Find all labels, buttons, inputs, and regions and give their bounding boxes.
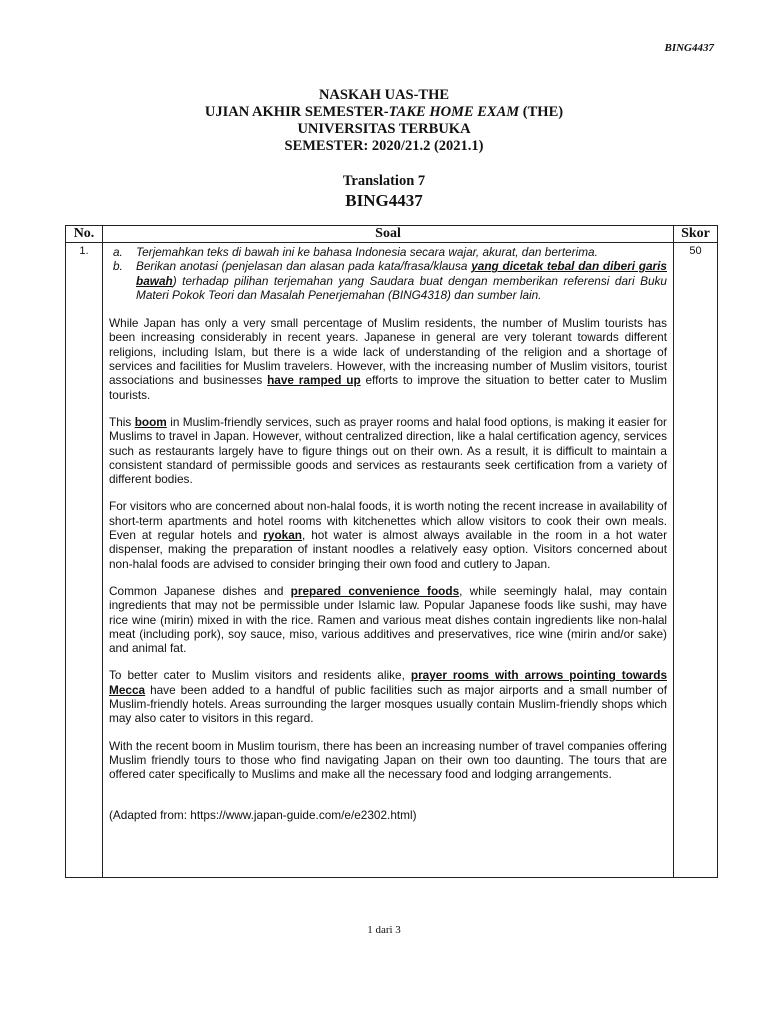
paragraph-5-bold: prayer rooms with arrows pointing towards Mecca <box>109 668 668 697</box>
paragraph-3-text-a: For visitors who are concerned about non-halal foods, it is worth noting the recent increase in availability of short-term apartments and hotel rooms with kitchenettes which allow visitors to cook their own meals. Even at regular hotels and <box>109 499 667 543</box>
header-no: No. <box>66 226 103 243</box>
instruction-a-text: Terjemahkan teks di bawah ini ke bahasa Indonesia secara wajar, akurat, dan berterima. <box>136 245 598 259</box>
question-body <box>103 243 674 878</box>
paragraph-4 <box>109 584 667 655</box>
paragraph-6: With the recent boom in Muslim tourism, there has been an increasing number of travel companies offering Muslim friendly tours to those who find navigating Japan on their own too daunting. The tours that are offered cater specifically to Muslims and make all the necessary food and lodging arrangements. <box>109 738 667 782</box>
table-header-row <box>66 226 718 243</box>
paragraph-3-bold: ryokan <box>263 528 302 543</box>
subject-block <box>0 172 768 212</box>
paragraph-1-text-a: While Japan has only a very small percentage of Muslim residents, the number of Muslim tourists has been increasing considerably in recent years. Japanese in general are very tolerant towards different religions, including Islam, but there is a wide lack of understanding of the religion and a shortage of services and facilities for Muslim travelers. However, with the increasing number of Muslim visitors, tourist associations and businesses <box>109 316 667 388</box>
paragraph-3 <box>109 499 667 570</box>
paragraph-4-text-b: , while seemingly halal, may contain ingredients that may not be permissible under Islamic law. Popular Japanese foods like sushi, may have rice wine (mirin) mixed in with the rice. Ramen and various meat dishes contain ingredients like non-halal meat (including pork), soy sauce, miso, various additives and preservatives, rice wine (mirin and/or sake) and animal fat. <box>109 583 667 656</box>
header-score: Skor <box>674 226 718 243</box>
header-line-3: UNIVERSITAS TERBUKA <box>297 121 471 137</box>
instruction-b-bold: yang dicetak tebal dan diberi garis bawah <box>136 259 667 288</box>
paragraph-3-text-b: , hot water is almost always available in the room in a hot water dispenser, making the preparation of instant noodles a relatively easy option. Visitors concerned about non-halal foods are advised to consider bringing their own food and cutlery to Japan. <box>109 528 668 571</box>
instruction-b-text-1: Berikan anotasi (penjelasan dan alasan pada kata/frasa/klausa <box>136 259 472 274</box>
header-question: Soal <box>103 226 674 243</box>
paragraph-5 <box>109 668 667 725</box>
paragraph-2-text-a: This <box>109 414 135 429</box>
source-citation: (Adapted from: https://www.japan-guide.com/e/e2302.html) <box>109 807 417 822</box>
header-line-2-suffix: (THE) <box>519 104 564 120</box>
instruction-a <box>109 245 667 259</box>
instruction-b-text-2: ) terhadap pilihan terjemahan yang Saudara buat dengan memberikan referensi dari Buku Materi Pokok Teori dan Masalah Penerjemahan (BING4318) dan sumber lain. <box>136 273 667 302</box>
question-number: 1. <box>66 243 103 878</box>
exam-table <box>65 225 718 878</box>
instruction-b-label: b. <box>113 259 123 274</box>
paragraph-5-text-b: have been added to a handful of public facilities such as major airports and a small number of Muslim-friendly hotels. Areas surrounding the larger mosques usually contain Muslim-friendly shops which may also cater to visitors in this regard. <box>109 682 667 726</box>
header-line-2-prefix: UJIAN AKHIR SEMESTER- <box>204 104 389 120</box>
exam-header <box>0 87 768 155</box>
course-code-top: BING4437 <box>664 42 714 54</box>
question-score: 50 <box>674 243 718 878</box>
header-line-2-italic: TAKE HOME EXAM <box>388 104 520 120</box>
header-line-1: NASKAH UAS-THE <box>318 87 450 103</box>
header-line-2 <box>0 104 768 121</box>
paragraph-4-bold: prepared convenience foods <box>290 583 460 598</box>
paragraph-2-text-b: in Muslim-friendly services, such as prayer rooms and halal food options, is making it easier for Muslims to travel in Japan. However, without centralized direction, like a halal certification agency, services such as restaurants largely have to figure things out on their own. As a result, it is difficult to maintain a consistent standard of permissible goods and services as restaurants seek certification from a variety of different bodies. <box>109 414 667 487</box>
paragraph-2 <box>109 415 667 486</box>
paragraph-1 <box>109 316 667 402</box>
page-footer: 1 dari 3 <box>367 924 401 936</box>
instruction-a-label: a. <box>113 245 123 259</box>
paragraph-4-text-a: Common Japanese dishes and <box>109 583 291 598</box>
instruction-b <box>109 259 667 302</box>
paragraph-1-text-b: efforts to improve the situation to better cater to Muslim tourists. <box>109 373 667 402</box>
header-line-4: SEMESTER: 2020/21.2 (2021.1) <box>284 138 484 154</box>
table-row <box>66 243 718 878</box>
paragraph-2-bold: boom <box>134 414 167 429</box>
paragraph-5-text-a: To better cater to Muslim visitors and residents alike, <box>109 668 411 683</box>
subject-title: Translation 7 <box>342 173 426 189</box>
instructions-list <box>109 245 667 302</box>
paragraph-1-bold: have ramped up <box>267 373 361 388</box>
course-code: BING4437 <box>345 191 423 210</box>
